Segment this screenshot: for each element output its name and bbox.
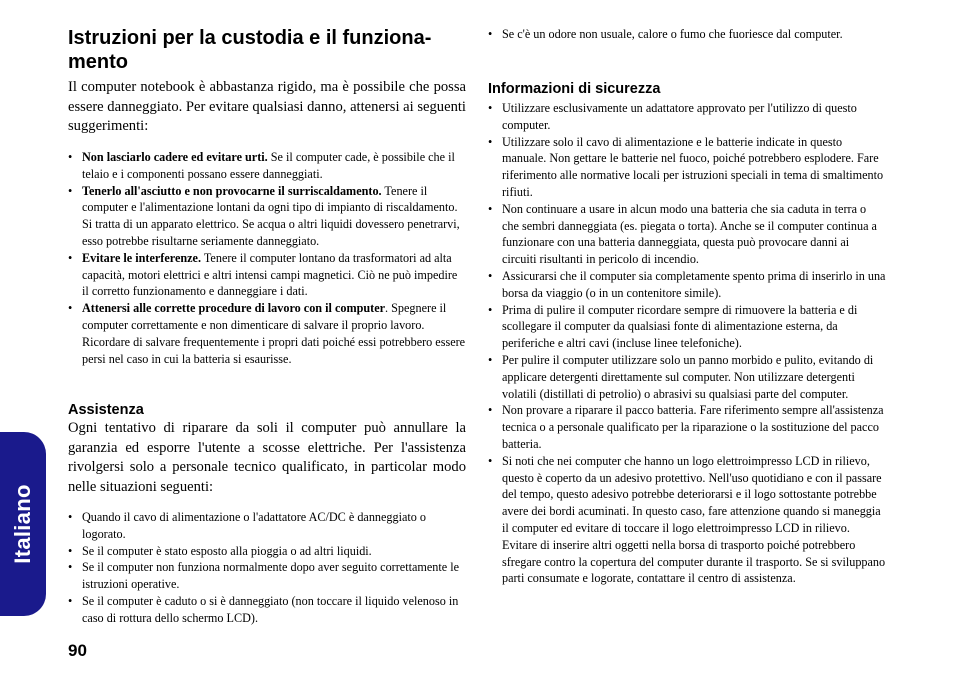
language-tab-label: Italiano [10,484,35,564]
care-list [68,149,466,367]
list-item: • Utilizzare esclusivamente un adattatore approvato per l'utilizzo di questo computer. [488,100,886,134]
list-item: • Non continuare a usare in alcun modo una batteria che sia caduta in terra o che sembri danneggiata (es. piegata o torta). Anche se il computer continua a funzionare con una batteria danneggiata, questa può provocare danni ai circuiti risultanti in pericolo di incendio. [488,201,886,268]
list-item [68,250,466,300]
list-item: • Prima di pulire il computer ricordare sempre di rimuovere la batteria e di scollegare il computer da qualsiasi fonte di alimentazione esterna, da periferiche e altri cavi (incluse linee telefoniche). [488,302,886,352]
list-item: • Utilizzare solo il cavo di alimentazione e le batterie indicate in questo manuale. Non gettare le batterie nel fuoco, poiché potrebbero esplodere. Fare riferimento alle normative locali per istruzioni speciali in tema di smaltimento rifiuti. [488,134,886,201]
care-item-text: Se il computer cade, è possibile che il telaio e i componenti possano essere danneggiati. [82,150,455,181]
list-item [68,149,466,183]
care-item-text: . Spegnere il computer correttamente e non dimenticare di salvare il proprio lavoro. Ricordare di salvare frequentemente i propri dati poiché essi potrebbero essere persi nel caso in cui la batteria si esaurisse. [82,301,466,366]
care-item-text: Tenere il computer e l'alimentazione lontani da ogni tipo di impianto di riscaldamento. Si tratta di un apparato elettrico. Se acqua o altri liquidi dovessero penetrarvi, esso potrebbe risultarne seriamente danneggiato. [82,183,460,248]
list-item: • Se il computer è stato esposto alla pioggia o ad altri liquidi. [68,543,466,560]
top-list [488,26,886,43]
service-heading: Assistenza [68,402,144,418]
care-item-bold: Tenerlo all'asciutto e non provocarne il surriscaldamento. [82,183,382,198]
list-item: • Se il computer è caduto o si è danneggiato (non toccare il liquido velenoso in caso di rottura dello schermo LCD). [68,593,466,627]
care-item-text: Tenere il computer lontano da trasformatori ad alta capacità, motori elettrici e altri intensi campi magnetici. Ciò ne può impedire il corretto funzionamento e danneggiare i dati. [82,250,458,299]
list-item: • Non provare a riparare il pacco batteria. Fare riferimento sempre all'assistenza tecnica o a personale qualificato per la riparazione o la sostituzione del pacco batteria. [488,402,886,452]
language-side-tab [0,432,46,616]
list-item: • Se c'è un odore non usuale, calore o fumo che fuoriesce dal computer. [488,26,886,43]
list-item: • Assicurarsi che il computer sia completamente spento prima di inserirlo in una borsa da viaggio (o in un contenitore simile). [488,268,886,302]
safety-list [488,100,886,587]
list-item [68,300,466,367]
list-item: • Si noti che nei computer che hanno un logo elettroimpresso LCD in rilievo, questo è coperto da un adesivo protettivo. Nell'uso quotidiano e con il passare del tempo, questo adesivo potrebbe deteriorarsi e il logo sottostante potrebbe avere dei bordi acuminati. In questo caso, fare attenzione quando si maneggia il computer ed evitare di toccare il logo elettroimpresso LCD in rilievo. Evitare di inserire altri oggetti nella borsa di trasporto poiché potrebbero sfregare contro la copertura del computer durante il trasporto. Se si sviluppano parti consumate e logorate, contattare il centro di assistenza. [488,453,886,587]
list-item: • Quando il cavo di alimentazione o l'adattatore AC/DC è danneggiato o logorato. [68,509,466,543]
list-item: • Per pulire il computer utilizzare solo un panno morbido e pulito, evitando di applicare detergenti direttamente sul computer. Non utilizzare detergenti volatili (distillati di petrolio) o abrasivi su qualsiasi parte del computer. [488,352,886,402]
service-list [68,509,466,627]
page-number: 90 [68,641,87,660]
safety-heading: Informazioni di sicurezza [488,81,661,97]
service-intro: Ogni tentativo di riparare da soli il computer può annullare la garanzia ed esporre l'utente a scosse elettriche. Per l'assistenza rivolgersi solo a personale tecnico qualificato, in particolar modo nelle situazioni seguenti: [68,420,466,495]
page-title: Istruzioni per la custodia e il funziona-mento [68,27,432,73]
list-item [68,183,466,250]
care-item-bold: Non lasciarlo cadere ed evitare urti. [82,150,268,164]
list-item: • Se il computer non funziona normalmente dopo aver seguito correttamente le istruzioni operative. [68,559,466,593]
care-intro: Il computer notebook è abbastanza rigido, ma è possibile che possa essere danneggiato. Per evitare qualsiasi danno, attenersi ai seguenti suggerimenti: [68,79,466,135]
care-item-bold: Attenersi alle corrette procedure di lavoro con il computer [82,301,386,316]
care-item-bold: Evitare le interferenze. [82,250,202,265]
